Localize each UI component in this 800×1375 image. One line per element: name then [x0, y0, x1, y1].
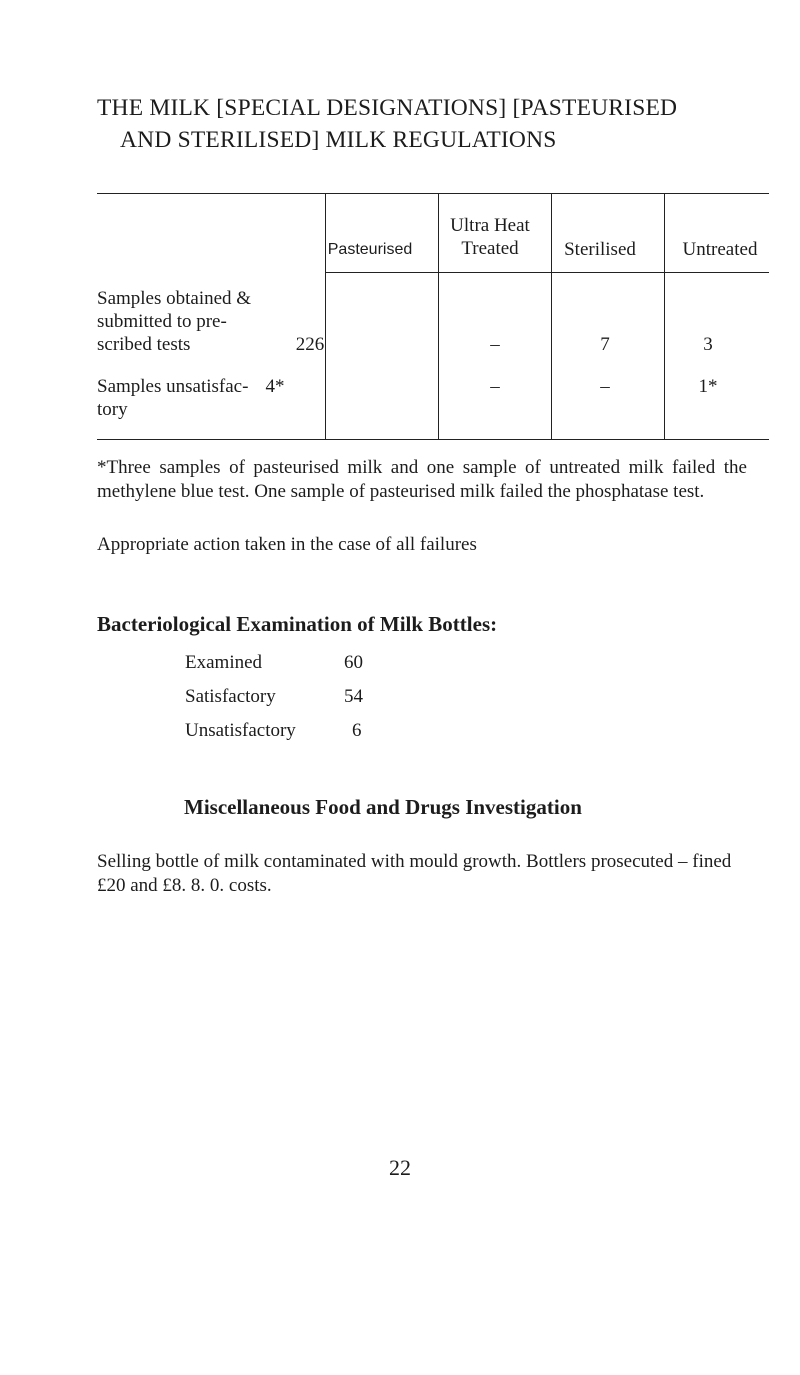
page-number: 22 — [389, 1155, 411, 1180]
row-label-line: tory — [97, 399, 128, 420]
table-top-rule — [97, 193, 769, 194]
stat-label-satisfactory: Satisfactory — [185, 686, 276, 707]
stat-value-satisfactory: 54 — [344, 686, 363, 707]
table-footnote: *Three samples of pasteurised milk and one sample of untreated milk failed the methylene blue test. One sample of pasteurised milk failed the phosphatase test. — [97, 457, 747, 502]
misc-heading: Miscellaneous Food and Drugs Investigation — [184, 795, 582, 819]
cell-obtained-sterilised: 7 — [600, 334, 610, 355]
cell-obtained-ultra: – — [490, 334, 500, 355]
cell-obtained-pasteurised: 226 — [295, 334, 325, 355]
row-label-line: Samples unsatisfac- — [97, 376, 249, 397]
table-col-divider-1 — [325, 193, 326, 439]
col-header-ultra-heat — [430, 214, 550, 260]
col-header-pasteurised: Pasteurised — [327, 241, 413, 258]
col-header-sterilised: Sterilised — [564, 239, 636, 260]
page-title — [97, 92, 777, 156]
cell-obtained-untreated: 3 — [703, 334, 713, 355]
row-label-line: Samples obtained & — [97, 288, 252, 309]
stat-label-examined: Examined — [185, 652, 263, 673]
table-col-divider-3 — [551, 193, 552, 439]
cell-unsatisfactory-sterilised: – — [600, 376, 610, 397]
col-header-untreated: Untreated — [682, 239, 758, 260]
row-label-line: scribed tests — [97, 334, 191, 355]
cell-unsatisfactory-untreated: 1* — [698, 376, 718, 397]
table-header-rule — [325, 272, 769, 273]
bacteriological-heading: Bacteriological Examination of Milk Bottles: — [97, 612, 498, 636]
table-col-divider-4 — [664, 193, 665, 439]
cell-unsatisfactory-ultra: – — [490, 376, 500, 397]
row-label-line: submitted to pre- — [97, 311, 227, 332]
title-line-1: THE MILK [SPECIAL DESIGNATIONS] [PASTEURISED — [97, 95, 678, 121]
cell-unsatisfactory-pasteurised: 4* — [265, 376, 285, 397]
stat-label-unsatisfactory: Unsatisfactory — [185, 720, 296, 741]
action-note: Appropriate action taken in the case of all failures — [97, 534, 477, 555]
misc-paragraph: Selling bottle of milk contaminated with mould growth. Bottlers prosecuted – fined £20 and £8. 8. 0. costs. — [97, 851, 732, 896]
col-header-ultra-line-2: Treated — [461, 238, 519, 259]
stat-value-examined: 60 — [344, 652, 363, 673]
col-header-ultra-line-1: Ultra Heat — [450, 215, 530, 236]
table-bottom-rule — [97, 439, 769, 440]
stat-value-unsatisfactory: 6 — [352, 720, 362, 741]
title-line-2: AND STERILISED] MILK REGULATIONS — [120, 127, 557, 153]
